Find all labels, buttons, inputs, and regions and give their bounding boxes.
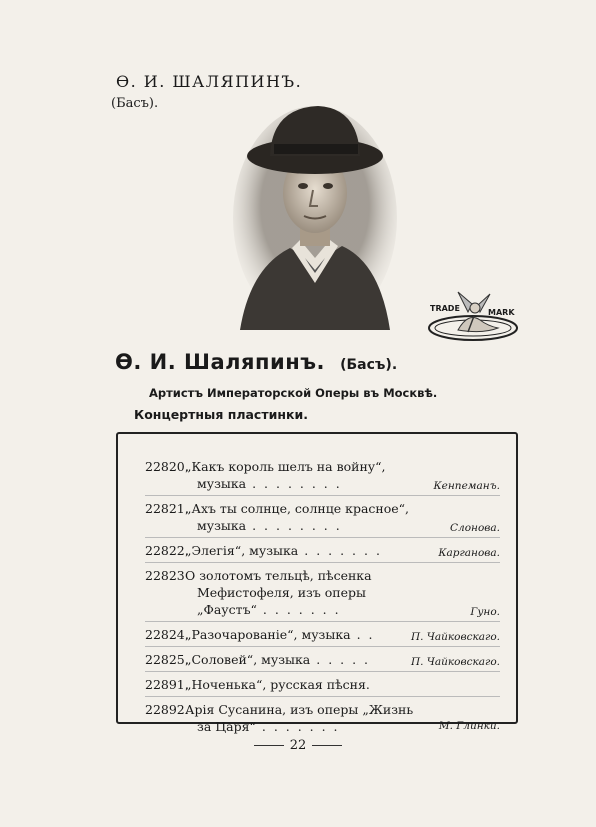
record-title-cont: за Царя“	[197, 719, 256, 734]
header-voice: (Басъ).	[111, 96, 159, 111]
record-composer: М. Глинки.	[438, 720, 500, 732]
record-title: „Какъ король шелъ на войну“,	[185, 459, 386, 474]
list-item	[145, 542, 500, 563]
leader-dots: . . . . . . . .	[252, 518, 342, 533]
record-number: 22822.	[145, 543, 189, 558]
record-title: „Соловей“, музыка	[185, 652, 311, 667]
folio-dash-right	[312, 745, 342, 746]
record-title: „Разочарованіе“, музыка	[185, 627, 351, 642]
record-title: „Ноченька“, русская пѣсня.	[185, 677, 370, 692]
leader-dots: . .	[356, 627, 375, 642]
record-number: 22821.	[145, 501, 189, 516]
leader-dots: . . . . .	[316, 652, 371, 667]
list-item	[145, 567, 500, 622]
list-item	[145, 626, 500, 647]
record-title: „Ахъ ты солнце, солнце красное“,	[185, 501, 410, 516]
list-item	[145, 676, 500, 697]
record-title: „Элегія“, музыка	[185, 543, 299, 558]
record-number: 22891.	[145, 677, 189, 692]
record-number: 22823	[145, 568, 185, 583]
record-composer: Гуно.	[470, 606, 500, 618]
trademark-left-text: TRADE	[430, 304, 460, 313]
list-item	[145, 651, 500, 672]
record-number: 22820.	[145, 459, 189, 474]
leader-dots: . . . . . . .	[262, 602, 341, 617]
record-title: Арія Сусанина, изъ оперы „Жизнь	[185, 702, 414, 717]
leader-dots: . . . . . . .	[261, 719, 340, 734]
record-composer: Кенneманъ.	[433, 480, 500, 492]
list-item	[145, 458, 500, 496]
trademark-right-text: MARK	[488, 308, 515, 317]
record-title: О золотомъ тельцѣ, пѣсенка	[185, 568, 372, 583]
leader-dots: . . . . . . . .	[252, 476, 342, 491]
title-name: Ѳ. И. Шаляпинъ.	[115, 350, 325, 374]
leader-dots: . . . . . . .	[304, 543, 382, 558]
section-heading: Концертныя пластинки.	[134, 407, 308, 422]
record-title-cont: музыка	[197, 476, 247, 491]
record-composer: П. Чайковскаго.	[410, 631, 500, 643]
page-number: 22	[289, 738, 307, 753]
title-row	[115, 350, 397, 374]
subtitle: Артистъ Императорской Оперы въ Москвѣ.	[149, 386, 438, 400]
record-number: 22892.	[145, 702, 189, 717]
page-number-row	[0, 738, 596, 753]
record-title-cont: музыка	[197, 518, 247, 533]
folio-dash-left	[254, 745, 284, 746]
record-number: 22825.	[145, 652, 189, 667]
record-title-cont-2: „Фаустъ“	[197, 602, 257, 617]
records-list	[145, 458, 500, 735]
record-composer: Карганова.	[438, 547, 500, 559]
record-title-cont: Мефистофеля, изъ оперы	[197, 585, 366, 600]
portrait-image	[230, 98, 400, 330]
record-composer: П. Чайковскаго.	[410, 656, 500, 668]
record-composer: Слонова.	[450, 522, 500, 534]
trademark-logo	[428, 290, 518, 342]
list-item	[145, 701, 500, 735]
record-number: 22824.	[145, 627, 189, 642]
list-item	[145, 500, 500, 538]
title-voice: (Басъ).	[340, 357, 398, 373]
header-name: Ѳ. И. ШАЛЯПИНЪ.	[116, 72, 303, 91]
